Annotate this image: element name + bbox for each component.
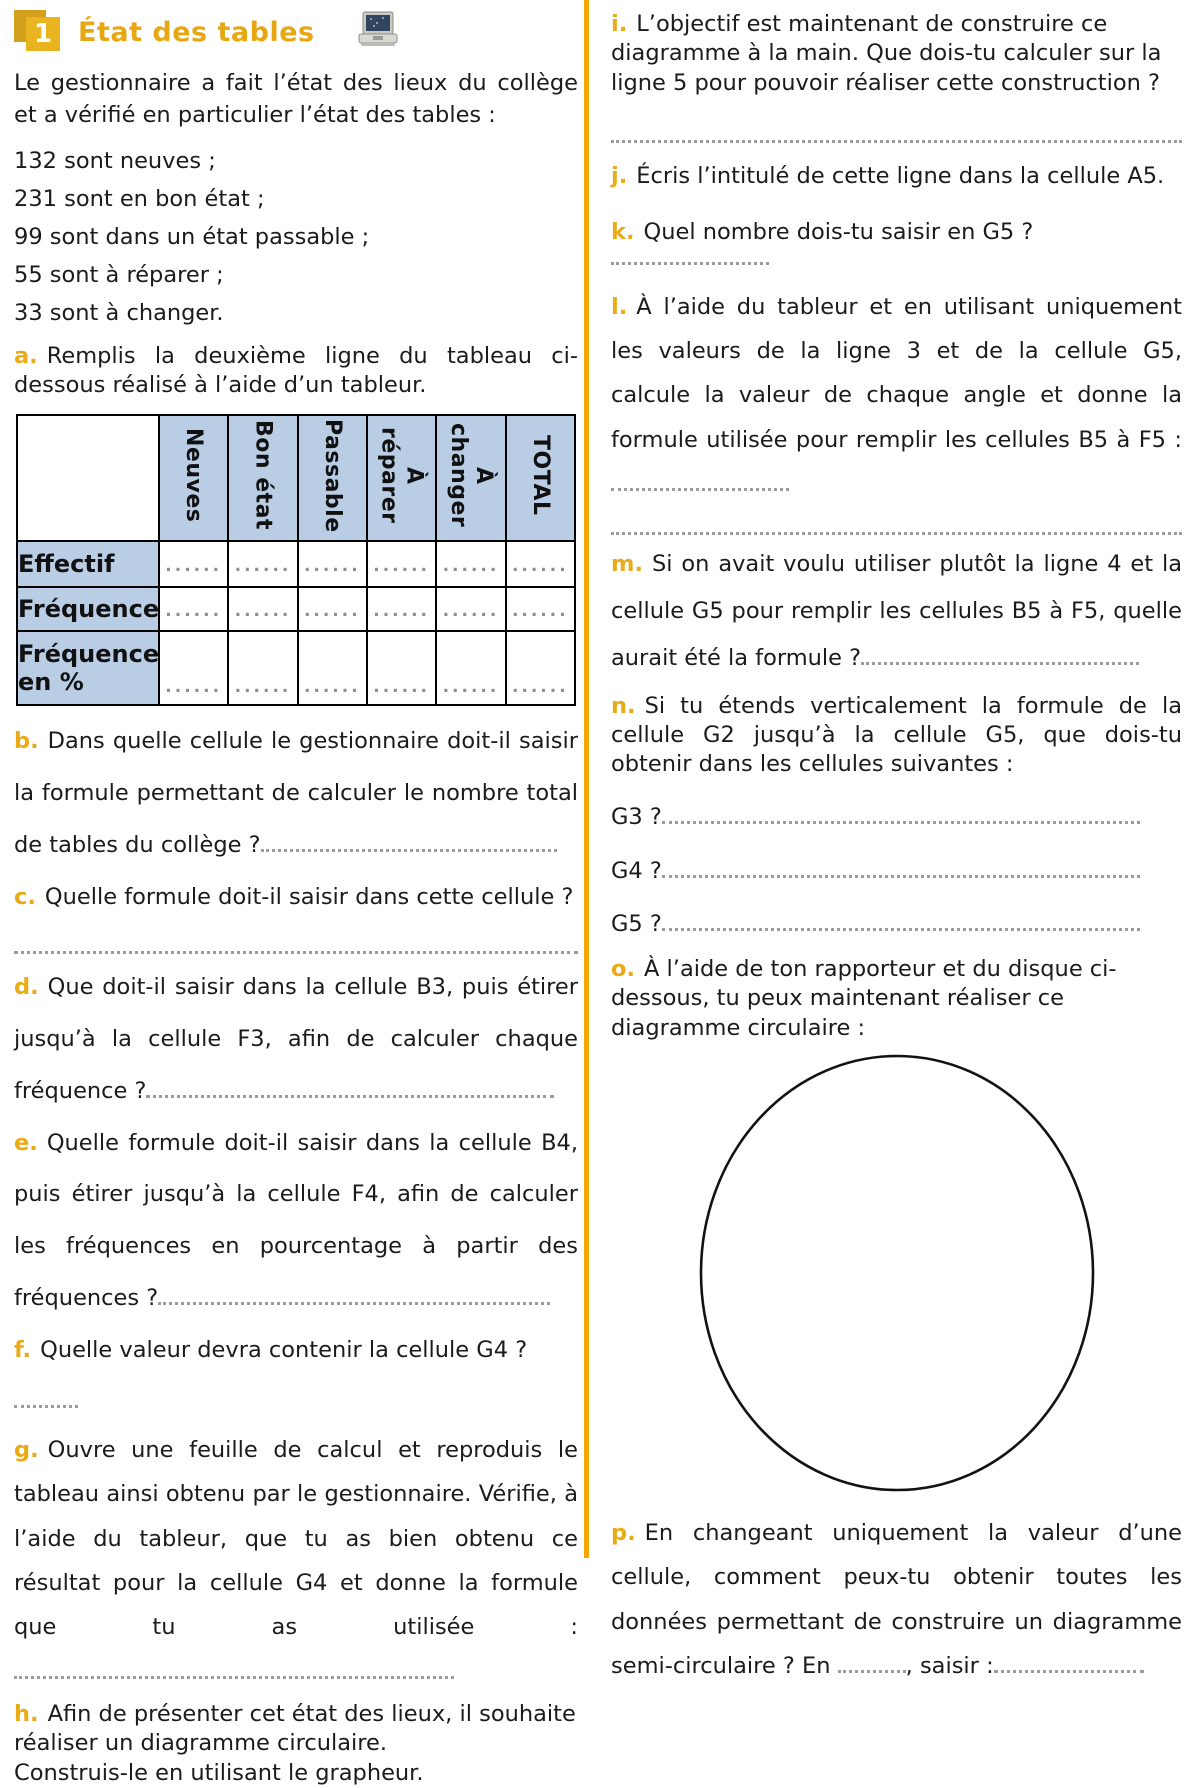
cell-placeholder: ......	[442, 556, 500, 577]
column-header	[367, 415, 436, 541]
answer-blank	[662, 808, 1140, 825]
answer-blank	[611, 474, 789, 491]
question-text: Écris l’intitulé de cette ligne dans la cellule A5.	[636, 162, 1165, 189]
question-d	[14, 962, 578, 1117]
question-letter: n.	[611, 692, 636, 719]
answer-blank	[158, 1288, 550, 1305]
cell-placeholder: ......	[511, 556, 569, 577]
row-header: Fréquence en %	[17, 631, 159, 705]
column-header	[228, 415, 297, 541]
column-header	[298, 415, 367, 541]
blank-cell	[506, 587, 575, 631]
question-text: Quel nombre dois-tu saisir en G5 ?	[643, 218, 1034, 245]
section-header	[14, 10, 578, 54]
answer-blank	[14, 1662, 454, 1679]
blank-cell	[159, 587, 228, 631]
question-text: Construis-le en utilisant le grapheur.	[14, 1759, 424, 1786]
answer-blank-line	[611, 520, 1182, 535]
question-letter: o.	[611, 956, 636, 983]
cell-placeholder: ......	[165, 677, 223, 698]
question-i	[611, 10, 1182, 98]
column-header	[506, 415, 575, 541]
cell-placeholder: ......	[442, 601, 500, 622]
computer-icon	[357, 10, 399, 54]
question-letter: g.	[14, 1437, 39, 1464]
answer-blank	[14, 1391, 78, 1408]
question-letter: k.	[611, 218, 635, 245]
blank-cell	[159, 631, 228, 705]
question-letter: b.	[14, 728, 39, 755]
question-text: Afin de présenter cet état des lieux, il souhaite réaliser un diagramme circulaire.	[14, 1701, 576, 1757]
question-j	[611, 163, 1182, 189]
answer-blank-line	[611, 128, 1182, 143]
blank-cell	[228, 541, 297, 587]
question-text: Si tu étends verticalement la formule de la cellule G2 jusqu’à la cellule G5, que dois-tu obtenir dans les cellules suivantes :	[611, 692, 1182, 778]
column-header-label: À changer	[445, 423, 496, 528]
intro-text: Le gestionnaire a fait l’état des lieux du collège et a vérifié en particulier l’état des tables :	[14, 70, 578, 128]
frequency-table	[16, 414, 576, 706]
answer-blank	[662, 914, 1140, 931]
question-a	[14, 342, 578, 401]
question-letter: i.	[611, 11, 628, 37]
question-k	[611, 219, 1182, 271]
cell-ref: G4 ?	[611, 857, 662, 884]
answer-blank	[146, 1081, 554, 1098]
cell-placeholder: ......	[234, 556, 292, 577]
blank-cell	[436, 541, 505, 587]
blank-cell	[436, 587, 505, 631]
column-header-label: Neuves	[181, 428, 207, 523]
badge-number: 1	[26, 17, 60, 51]
list-item: 132 sont neuves ;	[14, 147, 216, 174]
list-item: 55 sont à réparer ;	[14, 261, 224, 288]
question-letter: a.	[14, 342, 38, 369]
question-text: Dans quelle cellule le gestionnaire doit-il saisir la formule permettant de calculer le nombre total de tables du collège ?	[14, 728, 578, 858]
cell-placeholder: ......	[165, 556, 223, 577]
right-column	[589, 0, 1200, 1679]
column-header-label: Bon état	[250, 420, 276, 531]
row-header: Fréquence	[17, 587, 159, 631]
table-row	[17, 587, 575, 631]
table-row	[17, 541, 575, 587]
corner-cell	[17, 415, 159, 541]
cell-placeholder: ......	[234, 601, 292, 622]
question-letter: e.	[14, 1129, 38, 1156]
column-header	[159, 415, 228, 541]
question-n	[611, 692, 1182, 780]
question-letter: f.	[14, 1336, 32, 1363]
question-g	[14, 1428, 578, 1694]
blank-cell	[436, 631, 505, 705]
question-text: Quelle formule doit-il saisir dans cette cellule ?	[44, 883, 574, 910]
cell-placeholder: ......	[442, 677, 500, 698]
column-header	[436, 415, 505, 541]
question-text: Remplis la deuxième ligne du tableau ci-dessous réalisé à l’aide d’un tableur.	[14, 342, 578, 399]
cell-placeholder: ......	[373, 677, 431, 698]
question-text: Ouvre une feuille de calcul et reproduis le tableau ainsi obtenu par le gestionnaire. Vérifie, à l’aide du tableur, que tu as bien obtenu ce résultat pour la cellule G4 et donne la formule que tu as utilisée :	[14, 1437, 578, 1641]
blank-cell	[228, 587, 297, 631]
answer-blank	[861, 648, 1139, 665]
cell-placeholder: ......	[511, 601, 569, 622]
question-e	[14, 1118, 578, 1325]
question-letter: h.	[14, 1701, 39, 1727]
question-c	[14, 872, 578, 924]
table-row	[17, 631, 575, 705]
list-item: 99 sont dans un état passable ;	[14, 223, 370, 250]
question-letter: j.	[611, 162, 628, 189]
column-header-label: TOTAL	[527, 435, 553, 516]
cell-placeholder: ......	[165, 601, 223, 622]
blank-cell	[367, 587, 436, 631]
cell-placeholder: ......	[373, 556, 431, 577]
question-letter: p.	[611, 1519, 636, 1546]
question-text: À l’aide du tableur et en utilisant uniquement les valeurs de la ligne 3 et de la cellule G5, calcule la valeur de chaque angle et donne la formule utilisée pour remplir les cellules B5 à F5 :	[611, 293, 1182, 453]
blank-cell	[298, 631, 367, 705]
blank-cell	[298, 587, 367, 631]
question-text: Quelle formule doit-il saisir dans la cellule B4, puis étirer jusqu’à la cellule F4, afin de calculer les fréquences en pourcentage à partir des fréquences ?	[14, 1129, 578, 1311]
cell-placeholder: ......	[303, 601, 361, 622]
blank-cell	[367, 541, 436, 587]
question-text: L’objectif est maintenant de construire ce diagramme à la main. Que dois-tu calculer sur la ligne 5 pour pouvoir réaliser cette construction ?	[611, 11, 1162, 96]
answer-blank	[662, 861, 1140, 878]
question-letter: l.	[611, 293, 628, 320]
question-b	[14, 716, 578, 871]
sub-answer-g4	[611, 857, 1182, 886]
list-item: 231 sont en bon état ;	[14, 185, 265, 212]
question-h	[14, 1700, 578, 1788]
column-header-label: À réparer	[376, 427, 427, 524]
question-text: , saisir :	[905, 1652, 994, 1679]
question-l	[611, 285, 1182, 507]
left-column	[0, 0, 584, 1786]
question-text: En changeant uniquement la valeur d’une cellule, comment peux-tu obtenir toutes les données permettant de construire un diagramme semi-circulaire ? En	[611, 1519, 1182, 1679]
question-f	[14, 1325, 578, 1429]
blank-cell	[159, 541, 228, 587]
sub-answer-g5	[611, 910, 1182, 939]
row-header: Effectif	[17, 541, 159, 587]
question-o	[611, 955, 1182, 1043]
question-text: Quelle valeur devra contenir la cellule G4 ?	[40, 1336, 528, 1363]
blank-cell	[506, 541, 575, 587]
question-text: À l’aide de ton rapporteur et du disque ci-dessous, tu peux maintenant réaliser ce diagramme circulaire :	[611, 956, 1117, 1041]
question-p	[611, 1511, 1182, 1688]
list-item: 33 sont à changer.	[14, 299, 224, 326]
state-list	[14, 142, 578, 332]
question-letter: m.	[611, 551, 643, 578]
question-letter: c.	[14, 883, 36, 910]
blank-cell	[228, 631, 297, 705]
column-header-label: Passable	[319, 418, 345, 533]
question-m	[611, 541, 1182, 681]
question-letter: d.	[14, 974, 39, 1001]
page-title: État des tables	[78, 16, 315, 48]
section-number-badge	[14, 10, 64, 54]
cell-ref: G5 ?	[611, 910, 662, 937]
cell-placeholder: ......	[511, 677, 569, 698]
sub-answer-g3	[611, 803, 1182, 832]
blank-cell	[298, 541, 367, 587]
blank-cell	[367, 631, 436, 705]
blank-cell	[506, 631, 575, 705]
answer-blank	[838, 1656, 906, 1673]
cell-placeholder: ......	[303, 556, 361, 577]
answer-blank	[261, 835, 557, 852]
pie-chart-disc	[611, 1051, 1182, 1501]
answer-blank	[994, 1656, 1144, 1673]
cell-placeholder: ......	[303, 677, 361, 698]
cell-placeholder: ......	[234, 677, 292, 698]
answer-blank	[611, 248, 769, 265]
answer-blank-line	[14, 939, 578, 954]
cell-ref: G3 ?	[611, 804, 662, 831]
question-text: Si on avait voulu utiliser plutôt la ligne 4 et la cellule G5 pour remplir les cellules B5 à F5, quelle aurait été la formule ?	[611, 551, 1182, 671]
table-header-row	[17, 415, 575, 541]
question-text: Que doit-il saisir dans la cellule B3, puis étirer jusqu’à la cellule F3, afin de calculer chaque fréquence ?	[14, 974, 578, 1104]
cell-placeholder: ......	[373, 601, 431, 622]
